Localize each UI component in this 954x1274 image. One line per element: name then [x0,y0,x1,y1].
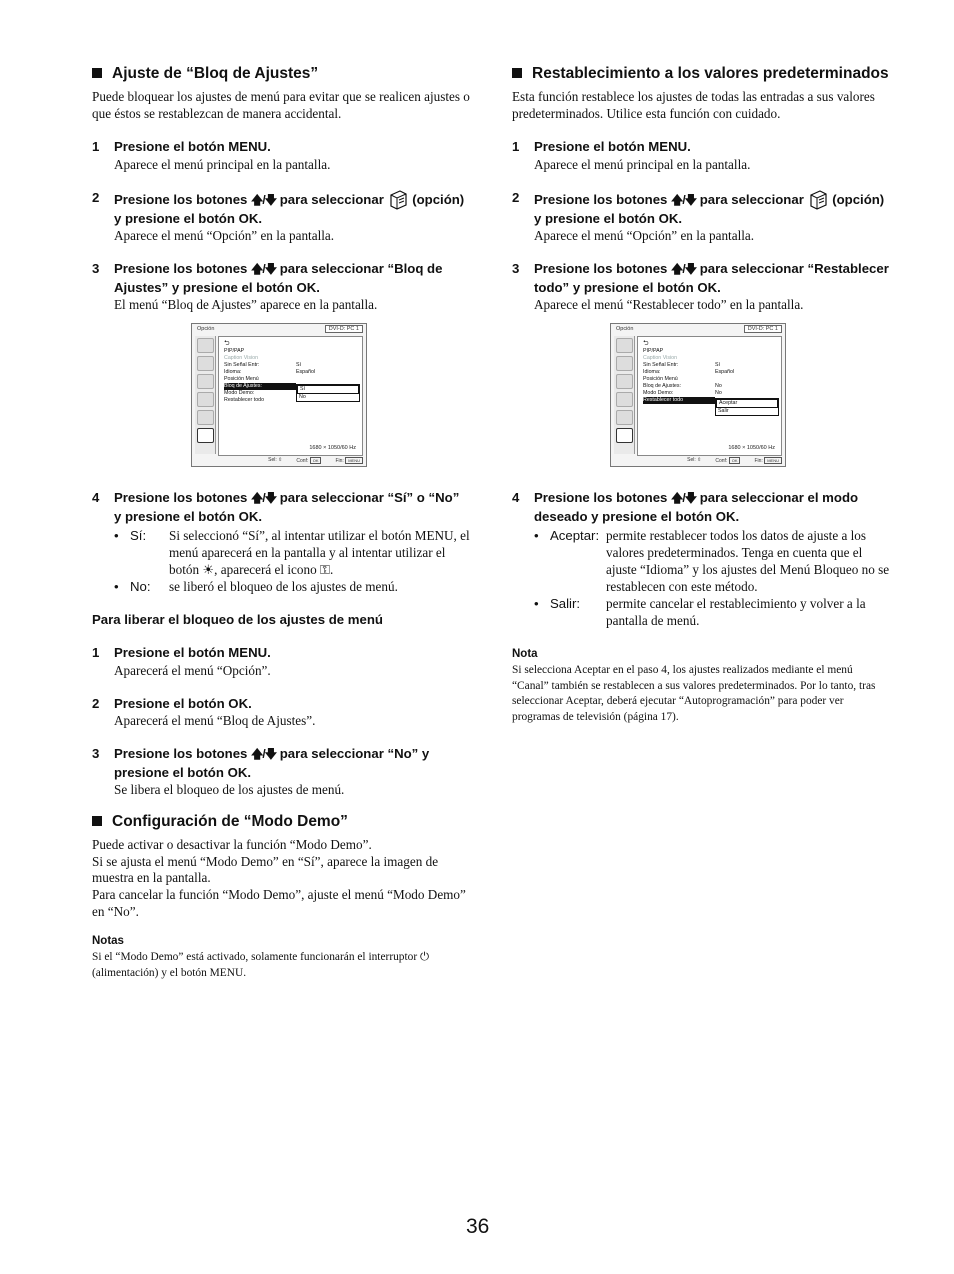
reset-step-2: 2 Presione los botones 🡅/🡇 para seleccionar (opción) y presione el botón OK. Aparece el menú “Opción” en la pantalla. [512,189,885,244]
setup-menu-icon [616,392,633,407]
brightness-icon: ☀ [202,562,215,578]
up-down-arrows-icon: 🡅/🡇 [251,491,277,506]
option-menu-icon [197,428,214,443]
picture-menu-icon [197,338,214,353]
osd-screen-reset: Opción DVI-D: PC 1 ⮌ PIP/PAP Caption Vision Sin Señal Entr: Sí Idioma: Español Posición Menú Bloq de Ajustes: No Modo Demo: No Restablecer todo Aceptar Salir 1680 × 1050/60 Hz Sel: ⇳ Conf: OK Fin: MENU [610,323,786,467]
right-column [512,64,892,725]
osd-popup-si-no: Sí No [296,384,360,402]
osd-icon-bar [195,336,216,454]
up-down-arrows-icon: 🡅/🡇 [251,192,277,207]
screen-menu-icon [616,374,633,389]
step-2: 2 Presione los botones 🡅/🡇 para seleccionar (opción) y presione el botón OK. Aparece el menú “Opción” en la pantalla. [92,189,465,244]
step-3: 3 Presione los botones 🡅/🡇 para seleccionar “Bloq de Ajustes” y presione el botón OK. El menú “Bloq de Ajustes” aparece en la pantalla. [92,261,443,313]
osd-footer: Sel: ⇳ Conf: OK Fin: MENU [218,455,363,465]
option-icon [808,189,829,210]
osd-screen-bloq: Opción DVI-D: PC 1 ⮌ PIP/PAP Caption Vision Sin Señal Entr: Sí Idioma: Español Posición Menú Bloq de Ajustes: Modo Demo: Restablecer todo Sí No 1680 × 1050/60 Hz Sel: ⇳ Conf: OK Fin: MENU [191,323,367,467]
square-bullet-icon [92,816,102,826]
notes-title: Notas [92,935,124,948]
sound-menu-icon [616,356,633,371]
demo-para-3: Para cancelar la función “Modo Demo”, ajuste el menú “Modo Demo” en “No”. [92,886,466,919]
reset-intro: Esta función restablece los ajustes de todas las entradas a sus valores predeterminados. Utilice esta función con cuidado. [512,89,875,121]
square-bullet-icon [512,68,522,78]
step-1: 1 Presione el botón MENU. Aparece el menú principal en la pantalla. [92,139,331,172]
notes-text: Si el “Modo Demo” está activado, solamente funcionarán el interruptor ⏻ (alimentación) y el botón MENU. [92,951,430,979]
return-arrow-icon: ⮌ [643,340,649,348]
return-arrow-icon: ⮌ [224,340,230,348]
channel-menu-icon [197,410,214,425]
demo-para-1: Puede activar o desactivar la función “Modo Demo”. [92,837,372,853]
option-menu-icon [616,428,633,443]
up-down-arrows-icon: 🡅/🡇 [251,262,277,277]
osd-footer: Sel: ⇳ Conf: OK Fin: MENU [637,455,782,465]
option-icon [388,189,409,210]
up-down-arrows-icon: 🡅/🡇 [671,262,697,277]
release-step-3: 3 Presione los botones 🡅/🡇 para seleccionar “No” y presione el botón OK. Se libera el bloqueo de los ajustes de menú. [92,746,430,798]
channel-menu-icon [616,410,633,425]
section-title-bloq: Ajuste de “Bloq de Ajustes” [92,64,470,84]
square-bullet-icon [92,68,102,78]
note-text: Si selecciona Aceptar en el paso 4, los ajustes realizados mediante el menú “Canal” también se restablecen a sus valores predeterminados. Por lo tanto, tras seleccionar Aceptar, deberá ejecutar “Autoprogramación” para poder ver programas de televisión (página 17). [512,664,876,723]
reset-step-1: 1 Presione el botón MENU. Aparece el menú principal en la pantalla. [512,139,751,172]
setup-menu-icon [197,392,214,407]
up-down-arrows-icon: 🡅/🡇 [671,192,697,207]
screen-menu-icon [197,374,214,389]
reset-step-4: 4 Presione los botones 🡅/🡇 para seleccionar el modo deseado y presione el botón OK. • Aceptar: permite restablecer todos los datos de ajuste a los valores predeterminados. Tenga en cuenta que el ajuste “Idioma” y los ajustes del Menú Bloqueo no se restablecen con este método. • Salir: permite cancelar el restablecimiento y volver a la pantalla de menú. [512,489,892,629]
power-icon: ⏻ [420,951,430,964]
left-column [92,64,470,981]
release-step-1: 1 Presione el botón MENU. Aparecerá el menú “Opción”. [92,645,271,678]
key-icon: ⚿ [319,562,331,578]
release-step-2: 2 Presione el botón OK. Aparecerá el menú “Bloq de Ajustes”. [92,695,316,729]
osd-panel: ⮌ PIP/PAP Caption Vision Sin Señal Entr: Sí Idioma: Español Posición Menú Bloq de Ajustes: Modo Demo: Restablecer todo Sí No 1680 × 1050/60 Hz [218,336,363,456]
page-number: 36 [466,1215,490,1238]
sound-menu-icon [197,356,214,371]
up-down-arrows-icon: 🡅/🡇 [251,747,277,762]
osd-popup-aceptar-salir: Aceptar Salir [715,398,779,416]
subhead-release: Para liberar el bloqueo de los ajustes de menú [92,612,383,628]
picture-menu-icon [616,338,633,353]
bullet-aceptar: • Aceptar: permite restablecer todos los datos de ajuste a los valores predeterminados. Tenga en cuenta que el ajuste “Idioma” y los ajustes del Menú Bloqueo no se restablecen con este método. [534,528,890,595]
bullet-no: • No: se liberó el bloqueo de los ajustes de menú. [114,579,398,595]
reset-step-3: 3 Presione los botones 🡅/🡇 para seleccionar “Restablecer todo” y presione el botón OK. Aparece el menú “Restablecer todo” en la pantalla. [512,261,889,313]
osd-panel: ⮌ PIP/PAP Caption Vision Sin Señal Entr: Sí Idioma: Español Posición Menú Bloq de Ajustes: No Modo Demo: No Restablecer todo Aceptar Salir 1680 × 1050/60 Hz [637,336,782,456]
step-4: 4 Presione los botones 🡅/🡇 para seleccionar “Sí” o “No” y presione el botón OK. • Sí: Si seleccionó “Sí”, al intentar utilizar el botón MENU, el menú aparecerá en la pantalla y al intentar utilizar el botón ☀, aparecerá el icono ⚿. • No: se liberó el bloqueo de los ajustes de menú. [92,490,470,595]
bullet-salir: • Salir: permite cancelar el restablecimiento y volver a la pantalla de menú. [534,596,866,629]
up-down-arrows-icon: 🡅/🡇 [671,491,697,506]
bullet-si: • Sí: Si seleccionó “Sí”, al intentar utilizar el botón MENU, el menú aparecerá en la pantalla y al intentar utilizar el botón ☀, aparecerá el icono ⚿. [114,528,470,578]
note-title: Nota [512,648,538,661]
section-intro: Puede bloquear los ajustes de menú para evitar que se realicen ajustes o que éstos se restablezcan de manera accidental. [92,89,470,121]
osd-icon-bar [614,336,635,454]
demo-para-2: Si se ajusta el menú “Modo Demo” en “Sí”, aparece la imagen de muestra en la pantalla. [92,853,439,886]
section-title-demo: Configuración de “Modo Demo” [92,812,470,832]
section-title-reset: Restablecimiento a los valores predeterminados [512,64,892,84]
